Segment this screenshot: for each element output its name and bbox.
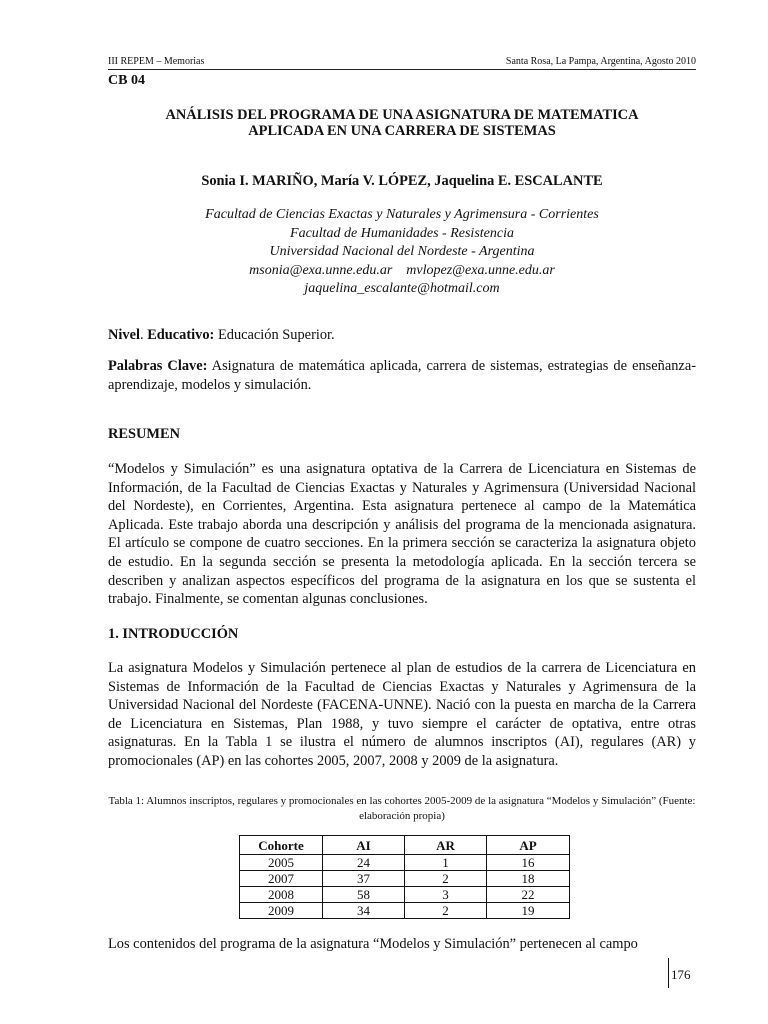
column-header: AR (405, 836, 487, 855)
table-cell: 2 (405, 903, 487, 919)
affiliations (108, 206, 696, 299)
education-level-value: Educación Superior. (214, 327, 335, 343)
table-cell: 3 (405, 887, 487, 903)
table-cell: 2009 (240, 903, 323, 919)
paper-title (108, 107, 696, 139)
table-row (240, 855, 570, 871)
title-line-1: ANÁLISIS DEL PROGRAMA DE UNA ASIGNATURA DE MATEMATICA (165, 107, 639, 123)
cohort-table (239, 835, 570, 919)
nivel-separator: . (139, 327, 148, 343)
abstract-heading: RESUMEN (108, 426, 180, 442)
table-cell: 2007 (240, 871, 323, 887)
nivel-label: Nivel (108, 327, 140, 343)
section-heading-introduccion: 1. INTRODUCCIÓN (108, 626, 239, 642)
table-cell: 2005 (240, 855, 323, 871)
table-header-row (240, 836, 570, 855)
affiliation-line: Facultad de Ciencias Exactas y Naturales y Agrimensura - Corrientes (205, 207, 599, 222)
table-cell: 2008 (240, 887, 323, 903)
table-caption: Tabla 1: Alumnos inscriptos, regulares y promocionales en las cohortes 2005-2009 de la asignatura “Modelos y Simulación” (Fuente: elaboración propia) (108, 795, 696, 822)
email-line: jaquelina_escalante@hotmail.com (304, 281, 500, 296)
abstract-text: “Modelos y Simulación” es una asignatura optativa de la Carrera de Licenciatura en Sistemas de Información, de la Facultad de Ciencias Exactas y Naturales y Agrimensura (Universidad Nacional del Nordeste), en Corrientes, Argentina. Esta asignatura pertenece al campo de la Matemática Aplicada. Este trabajo aborda una descripción y análisis del programa de la mencionada asignatura. El artículo se compone de cuatro secciones. En la primera sección se caracteriza la asignatura objeto de estudio. En la segunda sección se presenta la metodología aplicada. En la sección tercera se describen y analizan aspectos específicos del programa de la asignatura en los que se sustenta el trabajo. Finalmente, se comentan algunas conclusiones. (108, 461, 696, 608)
affiliation-line: Universidad Nacional del Nordeste - Argentina (269, 244, 535, 259)
column-header: AP (487, 836, 570, 855)
running-header (108, 55, 696, 70)
table-cell: 2 (405, 871, 487, 887)
education-level (108, 326, 696, 345)
column-header: AI (323, 836, 405, 855)
keywords-value: Asignatura de matemática aplicada, carrera de sistemas, estrategias de enseñanza-aprendizaje, modelos y simulación. (108, 358, 696, 393)
table-cell: 24 (323, 855, 405, 871)
continuation-text: Los contenidos del programa de la asignatura “Modelos y Simulación” pertenecen al campo (108, 936, 638, 952)
page-number: 176 (671, 967, 691, 982)
table-cell: 1 (405, 855, 487, 871)
table-row (240, 903, 570, 919)
email-line: msonia@exa.unne.edu.ar mvlopez@exa.unne.edu.ar (249, 262, 555, 278)
educativo-label: Educativo: (147, 327, 215, 343)
introduction-text: La asignatura Modelos y Simulación pertenece al plan de estudios de la carrera de Licenciatura en Sistemas de Información de la Facultad de Ciencias Exactas y Naturales y Agrimensura de la Universidad Nacional del Nordeste (FACENA-UNNE). Nació con la puesta en marcha de la Carrera de Licenciatura en Sistemas, Plan 1988, y tuvo siempre el carácter de optativa, entre otras asignaturas. En la Tabla 1 se ilustra el número de alumnos inscriptos (AI), regulares (AR) y promocionales (AP) en las cohortes 2005, 2007, 2008 y 2009 de la asignatura. (108, 660, 696, 769)
keywords (108, 357, 696, 394)
table-cell: 18 (487, 871, 570, 887)
affiliation-line: Facultad de Humanidades - Resistencia (290, 225, 514, 241)
table-cell: 19 (487, 903, 570, 919)
table-cell: 37 (323, 871, 405, 887)
table-cell: 34 (323, 903, 405, 919)
table-cell: 58 (323, 887, 405, 903)
title-line-2: APLICADA EN UNA CARRERA DE SISTEMAS (248, 123, 556, 139)
table-cell: 16 (487, 855, 570, 871)
table-row (240, 887, 570, 903)
paper-code: CB 04 (108, 73, 145, 88)
header-right: Santa Rosa, La Pampa, Argentina, Agosto 2010 (505, 56, 696, 67)
keywords-label: Palabras Clave: (108, 358, 208, 374)
authors: Sonia I. MARIÑO, María V. LÓPEZ, Jaquelina E. ESCALANTE (201, 173, 603, 189)
column-header: Cohorte (240, 836, 323, 855)
table-row (240, 871, 570, 887)
table-cell: 22 (487, 887, 570, 903)
page-number-rule (668, 958, 669, 988)
header-left: III REPEM – Memorias (108, 56, 205, 67)
